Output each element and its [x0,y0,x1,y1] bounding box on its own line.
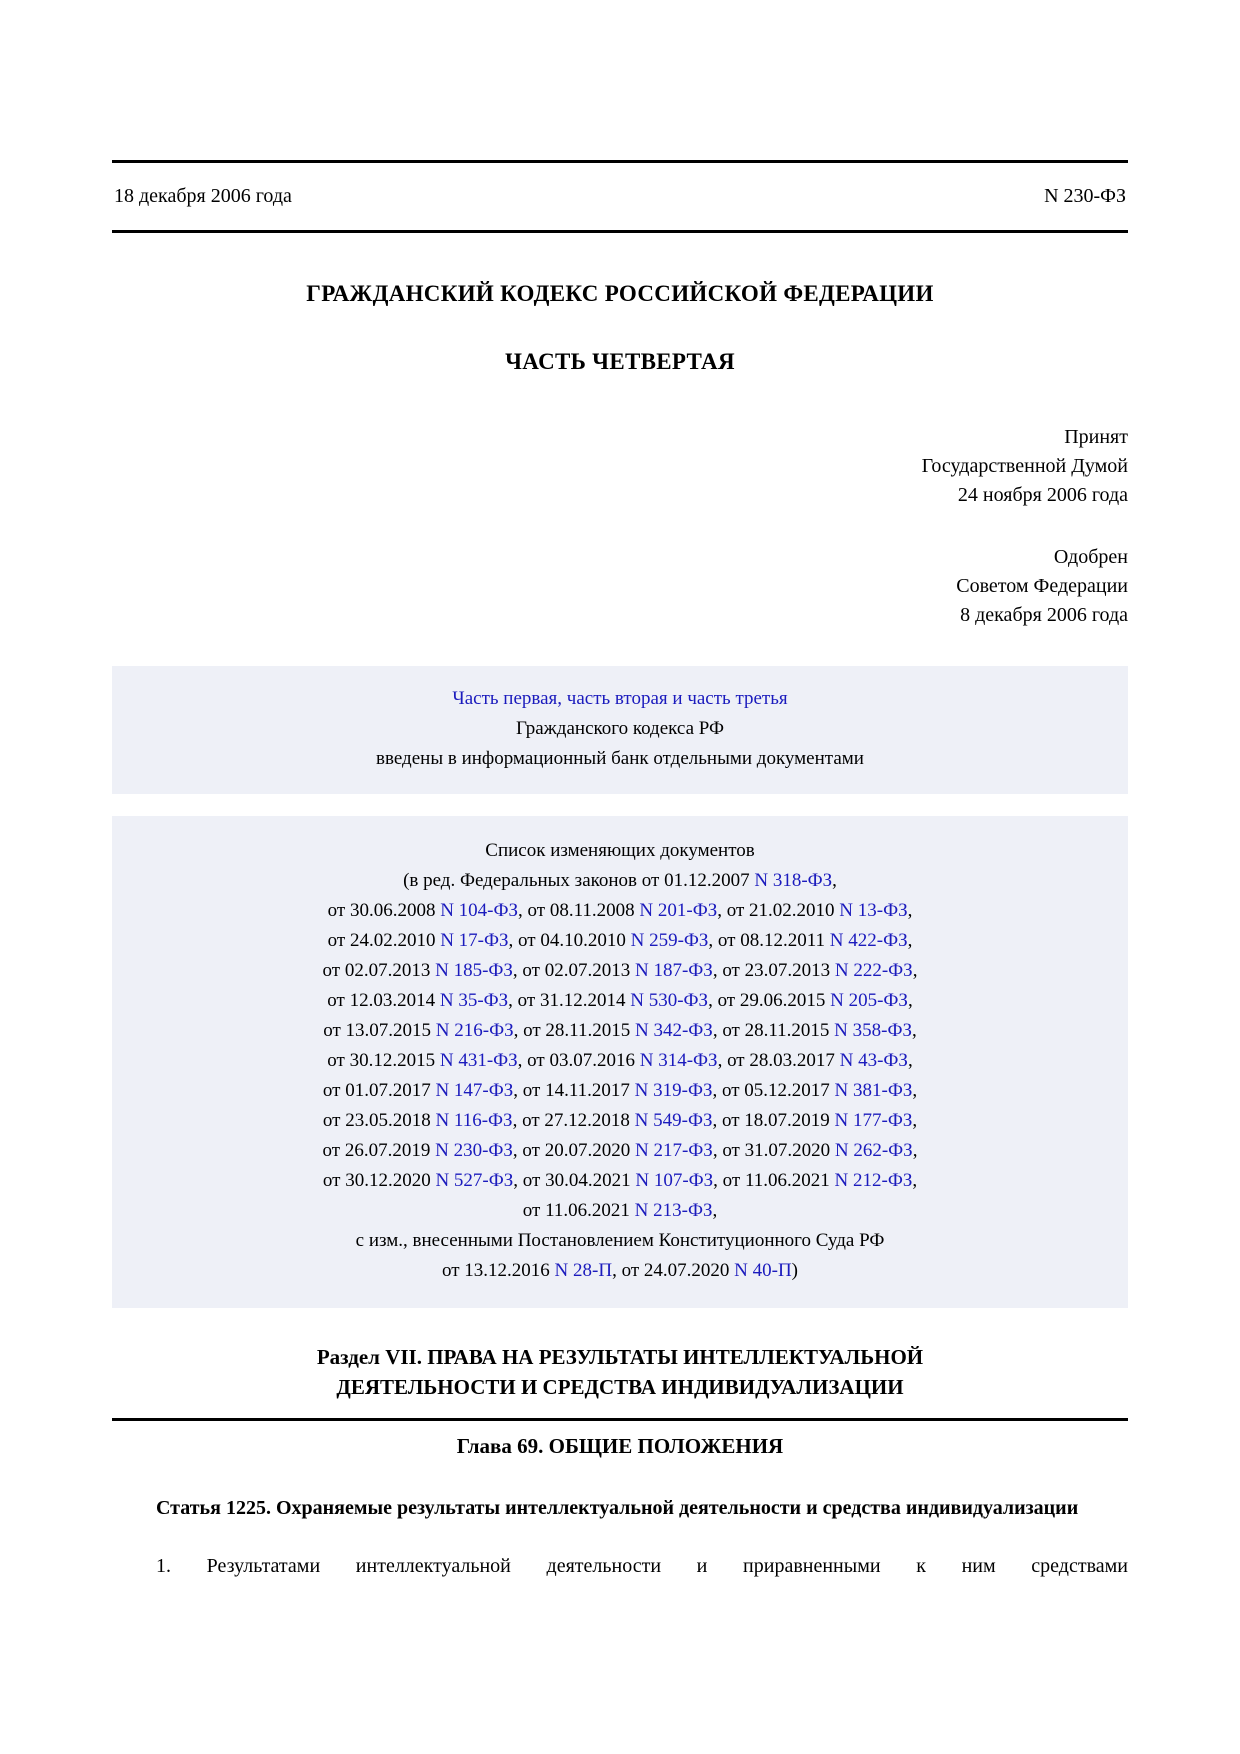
amendment-text: от 30.12.2020 [322,1170,436,1191]
amendment-line [122,1196,1118,1226]
approval-line-1: Одобрен [1053,546,1128,568]
amendments-title: Список изменяющих документов [485,840,755,861]
amendment-line [122,1166,1118,1196]
amendment-text: , [907,930,913,951]
amendment-line [122,1136,1118,1166]
amendment-link[interactable]: N 422-ФЗ [829,930,908,951]
amendment-text: с изм., внесенными Постановлением Конституционного Суда РФ [355,1230,885,1251]
amendment-text: ) [791,1260,798,1281]
amendment-link[interactable]: N 222-ФЗ [834,960,913,981]
amendment-text: , [907,900,913,921]
amendment-link[interactable]: N 217-ФЗ [634,1140,713,1161]
amendment-text: , от 27.12.2018 [512,1110,635,1131]
amendment-text: , от 28.11.2015 [513,1020,635,1041]
amendment-text: , от 03.07.2016 [517,1050,640,1071]
amendment-text: , от 31.12.2014 [508,990,631,1011]
amendment-text: , от 31.07.2020 [712,1140,835,1161]
amendment-link[interactable]: N 177-ФЗ [834,1110,913,1131]
approval-line-3: 8 декабря 2006 года [960,604,1128,626]
amendment-link[interactable]: N 527-ФЗ [435,1170,514,1191]
header-date: 18 декабря 2006 года [114,185,292,207]
amendment-link[interactable]: N 104-ФЗ [440,900,519,921]
amendment-text: от 23.05.2018 [322,1110,436,1131]
parts-note-link[interactable]: Часть первая, часть вторая и часть третья [452,688,788,709]
article-heading: Статья 1225. Охраняемые результаты интеллектуальной деятельности и средства индивидуализации [156,1497,1079,1519]
amendment-text: от 13.12.2016 [441,1260,555,1281]
adoption-block [112,423,1128,510]
amendment-link[interactable]: N 381-ФЗ [834,1080,913,1101]
amendment-link[interactable]: N 342-ФЗ [634,1020,713,1041]
amendment-text: , от 24.07.2020 [612,1260,735,1281]
amendment-text: от 30.06.2008 [327,900,441,921]
article-paragraph-1: 1. Результатами интеллектуальной деятельности и приравненными к ним средствами [156,1555,1128,1577]
parts-note-box [112,666,1128,794]
amendment-text: , от 02.07.2013 [512,960,635,981]
amendment-text: , от 18.07.2019 [712,1110,835,1131]
chapter-heading: Глава 69. ОБЩИЕ ПОЛОЖЕНИЯ [456,1434,784,1458]
amendment-line [122,1226,1118,1256]
amendment-text: от 11.06.2021 [522,1200,635,1221]
amendment-text: (в ред. Федеральных законов от 01.12.2007 [403,870,755,891]
amendment-link[interactable]: N 259-ФЗ [630,930,709,951]
amendment-text: , от 30.04.2021 [513,1170,636,1191]
amendment-text: , [912,1170,918,1191]
amendment-link[interactable]: N 147-ФЗ [435,1080,514,1101]
amendment-line [122,896,1118,926]
amendment-line [122,1046,1118,1076]
amendment-line [122,986,1118,1016]
amendments-box [112,816,1128,1308]
amendment-line [122,1106,1118,1136]
amendment-line [122,1256,1118,1286]
adoption-line-1: Принят [1064,426,1128,448]
amendment-text: от 24.02.2010 [327,930,441,951]
amendment-link[interactable]: N 185-ФЗ [435,960,513,981]
amendment-link[interactable]: N 205-ФЗ [830,990,908,1011]
approval-line-2: Советом Федерации [956,575,1128,597]
amendment-link[interactable]: N 319-ФЗ [634,1080,713,1101]
amendment-link[interactable]: N 212-ФЗ [834,1170,913,1191]
amendment-text: , [912,960,918,981]
amendment-text: , от 21.02.2010 [717,900,840,921]
amendment-link[interactable]: N 530-ФЗ [630,990,709,1011]
amendment-text: , от 23.07.2013 [712,960,835,981]
amendment-link[interactable]: N 13-ФЗ [839,900,908,921]
header-rule [112,230,1128,233]
amendment-link[interactable]: N 358-ФЗ [834,1020,912,1041]
parts-note-line-3: введены в информационный банк отдельными документами [376,748,864,769]
adoption-line-3: 24 ноября 2006 года [957,484,1128,506]
amendment-link[interactable]: N 17-ФЗ [440,930,509,951]
title-block [112,281,1128,375]
amendment-text: , от 28.11.2015 [712,1020,835,1041]
amendment-link[interactable]: N 35-ФЗ [439,990,509,1011]
amendment-link[interactable]: N 28-П [554,1260,613,1281]
amendment-text: , от 28.03.2017 [717,1050,840,1071]
amendment-link[interactable]: N 201-ФЗ [639,900,718,921]
approval-block [112,543,1128,630]
page-header [112,163,1128,208]
amendment-link[interactable]: N 40-П [734,1260,792,1281]
amendment-link[interactable]: N 318-ФЗ [754,870,833,891]
amendment-text: от 13.07.2015 [323,1020,436,1041]
section-heading-line-1: Раздел VII. ПРАВА НА РЕЗУЛЬТАТЫ ИНТЕЛЛЕКТУАЛЬНОЙ [316,1345,924,1369]
amendment-link[interactable]: N 262-ФЗ [834,1140,913,1161]
amendment-link[interactable]: N 187-ФЗ [634,960,713,981]
amendment-link[interactable]: N 230-ФЗ [435,1140,513,1161]
amendment-text: , от 05.12.2017 [712,1080,835,1101]
amendment-text: , от 29.06.2015 [708,990,831,1011]
header-law-number: N 230-ФЗ [1044,185,1126,207]
amendment-text: , от 08.11.2008 [518,900,640,921]
amendment-text: от 30.12.2015 [327,1050,440,1071]
amendment-text: , от 20.07.2020 [512,1140,635,1161]
adoption-line-2: Государственной Думой [921,455,1128,477]
amendment-text: , [712,1200,718,1221]
amendment-link[interactable]: N 107-ФЗ [635,1170,714,1191]
amendment-link[interactable]: N 116-ФЗ [435,1110,513,1131]
amendment-text: , [907,990,913,1011]
amendment-line [122,1016,1118,1046]
amendment-text: от 12.03.2014 [327,990,440,1011]
amendment-text: , [912,1080,918,1101]
amendment-text: от 26.07.2019 [322,1140,436,1161]
section-heading-line-2: ДЕЯТЕЛЬНОСТИ И СРЕДСТВА ИНДИВИДУАЛИЗАЦИИ [336,1375,904,1399]
amendment-line [122,1076,1118,1106]
amendment-text: , от 11.06.2021 [713,1170,835,1191]
amendments-list [122,866,1118,1286]
amendment-line [122,956,1118,986]
amendment-text: от 01.07.2017 [322,1080,436,1101]
amendment-link[interactable]: N 213-ФЗ [634,1200,713,1221]
amendment-text: , от 08.12.2011 [708,930,830,951]
parts-note-line-2: Гражданского кодекса РФ [515,718,725,739]
amendment-text: , [912,1140,918,1161]
amendment-link[interactable]: N 216-ФЗ [435,1020,514,1041]
amendment-link[interactable]: N 549-ФЗ [634,1110,713,1131]
amendment-link[interactable]: N 43-ФЗ [839,1050,908,1071]
amendment-link[interactable]: N 431-ФЗ [439,1050,518,1071]
amendment-text: , от 14.11.2017 [513,1080,635,1101]
section-heading [112,1342,1128,1402]
amendment-text: от 02.07.2013 [322,960,436,981]
document-subtitle: ЧАСТЬ ЧЕТВЕРТАЯ [505,349,735,374]
bottom-rule [112,1418,1128,1421]
amendment-text: , [907,1050,913,1071]
amendment-text: , от 04.10.2010 [508,930,631,951]
document-title: ГРАЖДАНСКИЙ КОДЕКС РОССИЙСКОЙ ФЕДЕРАЦИИ [306,281,934,306]
amendment-text: , [832,870,837,891]
amendment-line [122,866,1118,896]
amendment-link[interactable]: N 314-ФЗ [639,1050,718,1071]
amendment-line [122,926,1118,956]
amendment-text: , [912,1020,917,1041]
amendment-text: , [912,1110,918,1131]
